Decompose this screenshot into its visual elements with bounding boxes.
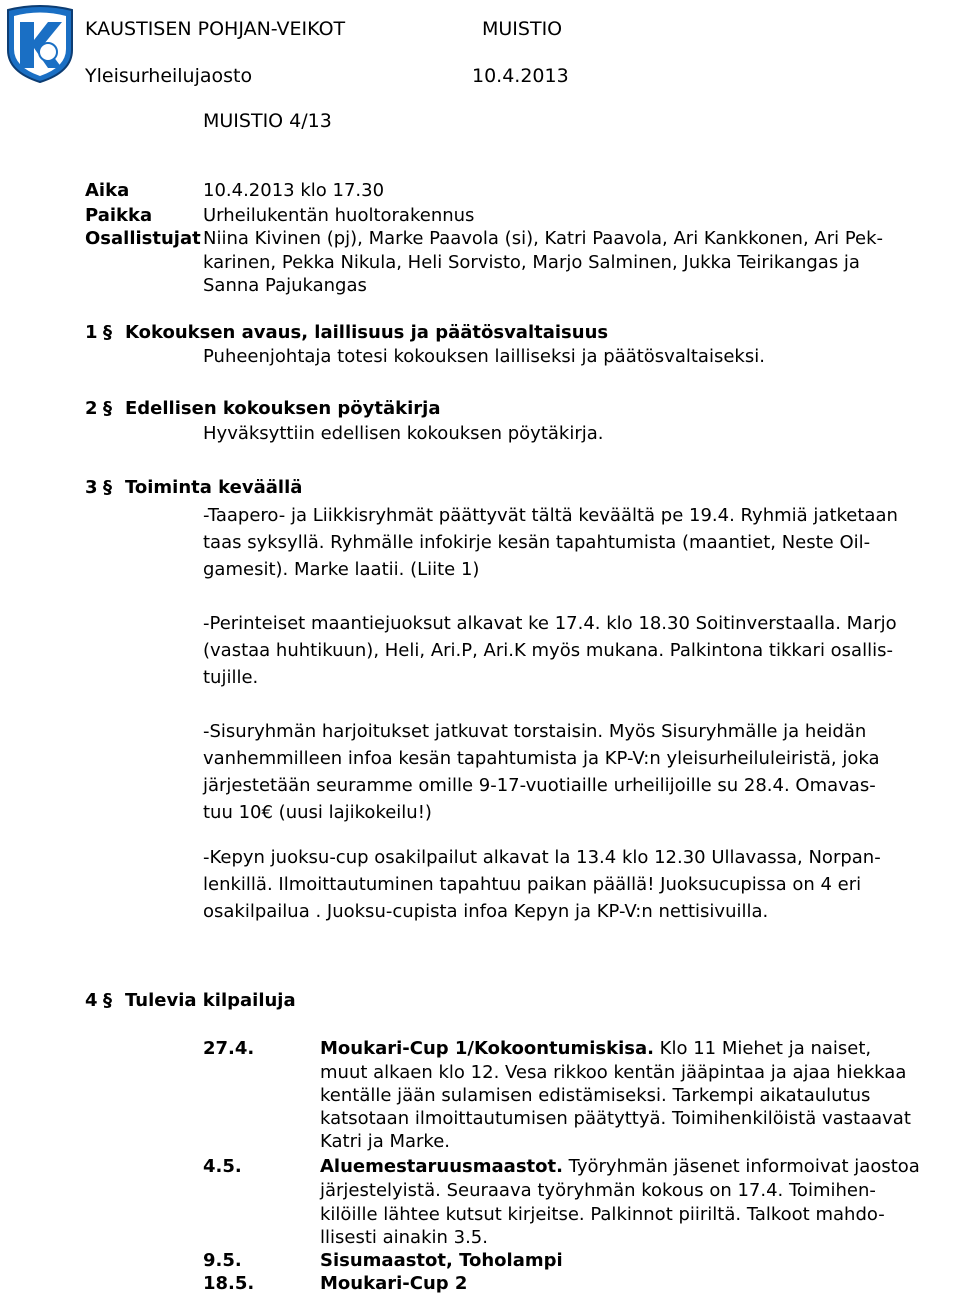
section-heading	[85, 398, 440, 419]
club-name: KAUSTISEN POHJAN-VEIKOT	[85, 18, 346, 40]
time-label: Aika	[85, 180, 130, 201]
section-number: 3	[85, 477, 98, 498]
competition-name: Moukari-Cup 2	[320, 1273, 468, 1294]
paragraph-line: -Perinteiset maantiejuoksut alkavat ke 17.4. klo 18.30 Soitinverstaalla. Marjo	[203, 613, 897, 634]
competition-text: llisesti ainakin 3.5.	[320, 1227, 488, 1248]
club-logo	[4, 4, 76, 84]
paragraph-line: lenkillä. Ilmoittautuminen tapahtuu paikan päällä! Juoksucupissa on 4 eri	[203, 874, 862, 895]
competition-text: kentälle jään sulamisen edistämiseksi. Tarkempi aikataulutus	[320, 1085, 871, 1106]
competition-first-line	[320, 1156, 920, 1177]
section-symbol: §	[103, 322, 112, 343]
competition-first-line	[320, 1038, 871, 1059]
time-value: 10.4.2013 klo 17.30	[203, 180, 385, 201]
competition-text: Klo 11 Miehet ja naiset,	[653, 1038, 872, 1059]
section-number: 2	[85, 398, 98, 419]
paragraph-line: osakilpailua . Juoksu-cupista infoa Kepyn ja KP-V:n nettisivuilla.	[203, 901, 769, 922]
paragraph-line: tujille.	[203, 667, 259, 688]
section-body: Puheenjohtaja totesi kokouksen lailliseksi ja päätösvaltaiseksi.	[203, 346, 765, 367]
competition-date: 27.4.	[203, 1038, 255, 1059]
paragraph-line: taas syksyllä. Ryhmälle infokirje kesän tapahtumista (maantiet, Neste Oil-	[203, 532, 871, 553]
paragraph-line: (vastaa huhtikuun), Heli, Ari.P, Ari.K myös mukana. Palkintona tikkari osallis-	[203, 640, 893, 661]
memo-title: MUISTIO 4/13	[203, 110, 332, 132]
participants-line: Sanna Pajukangas	[203, 275, 367, 296]
section-title: Toiminta keväällä	[125, 477, 303, 498]
section-symbol: §	[103, 990, 112, 1011]
paragraph-line: järjestetään seuramme omille 9-17-vuotiaille urheilijoille su 28.4. Omavas-	[203, 775, 876, 796]
section-title: Kokouksen avaus, laillisuus ja päätösvaltaisuus	[125, 322, 609, 343]
competition-text: Työryhmän jäsenet informoivat jaostoa	[562, 1156, 920, 1177]
competition-date: 4.5.	[203, 1156, 242, 1177]
section-symbol: §	[103, 477, 112, 498]
competition-date: 9.5.	[203, 1250, 242, 1271]
competition-text: muut alkaen klo 12. Vesa rikkoo kentän jääpintaa ja ajaa hiekkaa	[320, 1062, 907, 1083]
place-value: Urheilukentän huoltorakennus	[203, 205, 475, 226]
department-name: Yleisurheilujaosto	[85, 65, 253, 87]
participants-label: Osallistujat	[85, 228, 201, 249]
section-heading	[85, 990, 296, 1011]
paragraph-line: -Taapero- ja Liikkisryhmät päättyvät tältä keväältä pe 19.4. Ryhmiä jatketaan	[203, 505, 898, 526]
competition-name: Moukari-Cup 1/Kokoontumiskisa.	[320, 1038, 654, 1059]
paragraph-line: -Sisuryhmän harjoitukset jatkuvat torstaisin. Myös Sisuryhmälle ja heidän	[203, 721, 867, 742]
competition-name: Sisumaastot, Toholampi	[320, 1250, 563, 1271]
paragraph-line: tuu 10€ (uusi lajikokeilu!)	[203, 802, 432, 823]
section-title: Edellisen kokouksen pöytäkirja	[125, 398, 441, 419]
section-number: 4	[85, 990, 98, 1011]
competition-date: 18.5.	[203, 1273, 255, 1294]
competition-text: kilöille lähtee kutsut kirjeitse. Palkinnot piiriltä. Talkoot mahdo-	[320, 1204, 885, 1225]
section-heading	[85, 322, 608, 343]
section-title: Tulevia kilpailuja	[125, 990, 296, 1011]
section-body: Hyväksyttiin edellisen kokouksen pöytäkirja.	[203, 423, 604, 444]
participants-line: Niina Kivinen (pj), Marke Paavola (si), Katri Paavola, Ari Kankkonen, Ari Pek-	[203, 228, 884, 249]
place-label: Paikka	[85, 205, 153, 226]
participants-line: karinen, Pekka Nikula, Heli Sorvisto, Marjo Salminen, Jukka Teirikangas ja	[203, 252, 860, 273]
section-symbol: §	[103, 398, 112, 419]
header-date: 10.4.2013	[472, 65, 569, 87]
competition-text: järjestelyistä. Seuraava työryhmän kokous on 17.4. Toimihen-	[320, 1180, 876, 1201]
paragraph-line: -Kepyn juoksu-cup osakilpailut alkavat la 13.4 klo 12.30 Ullavassa, Norpan-	[203, 847, 881, 868]
competition-text: katsotaan ilmoittautumisen päätyttyä. Toimihenkilöistä vastaavat	[320, 1108, 911, 1129]
competition-text: Katri ja Marke.	[320, 1131, 450, 1152]
section-number: 1	[85, 322, 98, 343]
paragraph-line: vanhemmilleen infoa kesän tapahtumista ja KP-V:n yleisurheiluleiristä, joka	[203, 748, 880, 769]
competition-name: Aluemestaruusmaastot.	[320, 1156, 563, 1177]
document-type: MUISTIO	[482, 18, 563, 40]
paragraph-line: gamesit). Marke laatii. (Liite 1)	[203, 559, 480, 580]
section-heading	[85, 477, 302, 498]
